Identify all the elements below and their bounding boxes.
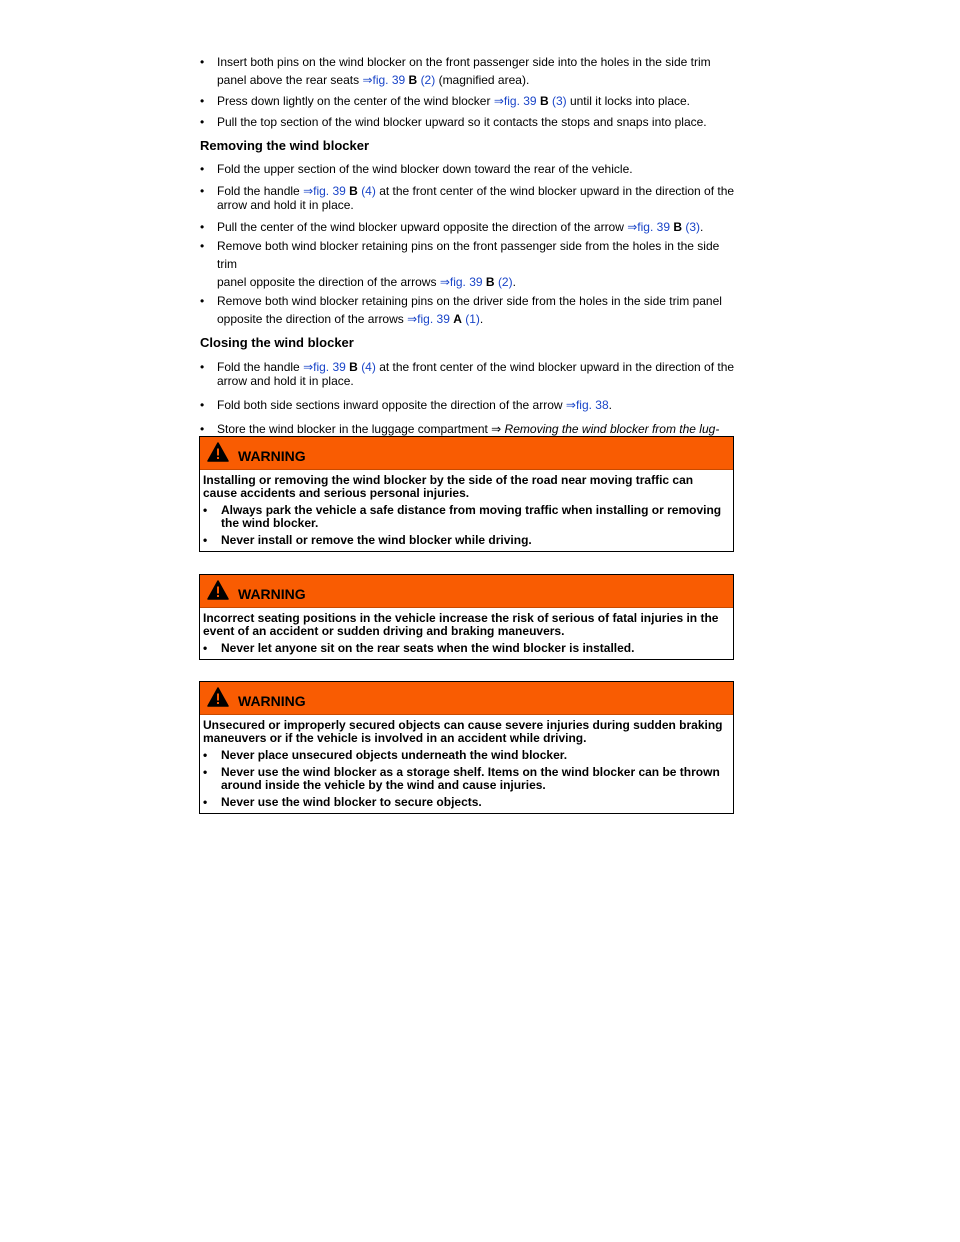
bullet-icon	[200, 160, 212, 178]
list-item: • Pull the center of the wind blocker upward opposite the direction of the arrow ⇒fig. 39 B (3).	[200, 218, 736, 236]
warning-body	[200, 470, 733, 551]
list-item: • Fold the handle ⇒fig. 39 B (4) at the front center of the wind blocker upward in the direction of the arrow and hold it in place.	[200, 184, 736, 212]
list-item: • Fold the handle ⇒fig. 39 B (4) at the front center of the wind blocker upward in the direction of the arrow and hold it in place.	[200, 360, 736, 388]
bullet-icon	[203, 534, 215, 547]
bullet-icon	[200, 218, 212, 236]
warning-body	[200, 608, 733, 659]
warning-header	[200, 575, 733, 608]
ref-link[interactable]: (4)	[361, 360, 376, 374]
warning-header	[200, 682, 733, 715]
fig-link[interactable]: ⇒fig. 39	[362, 73, 406, 87]
warning-box	[199, 436, 734, 552]
ref-link[interactable]: (3)	[551, 94, 567, 108]
bullet-icon	[200, 113, 212, 131]
warning-text: Unsecured or improperly secured objects can cause severe injuries during sudden braking maneuvers or if the vehicle is involved in an accident while driving.	[203, 718, 723, 745]
bullet-icon	[203, 796, 215, 809]
warning-box	[199, 681, 734, 814]
list-item: • Press down lightly on the center of the wind blocker ⇒fig. 39 B (3) until it locks into place.	[200, 92, 736, 110]
warning-header	[200, 437, 733, 470]
bullet-icon	[200, 292, 212, 310]
list-item: • Remove both wind blocker retaining pins on the front passenger side from the holes in the side trim panel opposite the direction of the arrows ⇒fig. 39 B (2).	[200, 237, 736, 291]
warning-text: Incorrect seating positions in the vehicle increase the risk of serious of fatal injuries in the event of an accident or sudden driving and braking maneuvers.	[203, 611, 719, 638]
ref-link[interactable]: (3)	[685, 220, 701, 234]
ref-link[interactable]: (4)	[361, 184, 376, 198]
bullet-icon	[203, 504, 215, 517]
list-item: • Never use the wind blocker to secure objects.	[203, 796, 728, 809]
warning-text: Installing or removing the wind blocker by the side of the road near moving traffic can cause accidents and serious personal injuries.	[203, 473, 694, 500]
bullet-icon	[200, 422, 212, 436]
bullet-icon	[200, 92, 212, 110]
bullet-icon	[203, 642, 215, 655]
list-item: • Never install or remove the wind blocker while driving.	[203, 534, 728, 547]
warning-title: WARNING	[238, 586, 306, 602]
fig-link[interactable]: ⇒fig. 39	[303, 360, 346, 374]
section-heading-removing: Removing the wind blocker	[200, 138, 370, 153]
ref-link[interactable]: (2)	[420, 73, 436, 87]
fig-link[interactable]: ⇒fig. 39	[407, 312, 450, 326]
list-item: • Always park the vehicle a safe distance from moving traffic when installing or removing the wind blocker.	[203, 504, 728, 530]
fig-link[interactable]: ⇒fig. 39	[627, 220, 670, 234]
ref-link[interactable]: (1)	[465, 312, 480, 326]
bullet-icon	[200, 184, 212, 198]
list-item: • Fold the upper section of the wind blocker down toward the rear of the vehicle.	[200, 160, 736, 178]
list-item: • Never let anyone sit on the rear seats when the wind blocker is installed.	[203, 642, 728, 655]
warning-triangle-icon	[207, 442, 229, 462]
warning-triangle-icon	[207, 580, 229, 600]
warning-body	[200, 715, 733, 813]
list-item: • Pull the top section of the wind blocker upward so it contacts the stops and snaps into place.	[200, 113, 736, 131]
list-item: • Remove both wind blocker retaining pins on the driver side from the holes in the side trim panel opposite the direction of the arrows ⇒fig. 39 A (1).	[200, 292, 736, 328]
section-heading-closing: Closing the wind blocker	[200, 335, 354, 350]
warning-triangle-icon	[207, 687, 229, 707]
fig-link[interactable]: ⇒fig. 39	[439, 275, 483, 289]
fig-link[interactable]: ⇒fig. 38	[565, 398, 609, 412]
list-item: • Store the wind blocker in the luggage compartment ⇒ Removing the wind blocker from the lug-	[200, 422, 736, 450]
document-body	[200, 53, 736, 450]
list-item: • Fold both side sections inward opposite the direction of the arrow ⇒fig. 38.	[200, 396, 736, 414]
bullet-icon	[200, 396, 212, 414]
warning-title: WARNING	[238, 693, 306, 709]
bullet-icon	[200, 237, 212, 255]
warning-title: WARNING	[238, 448, 306, 464]
ref-link[interactable]: (2)	[497, 275, 513, 289]
warning-box	[199, 574, 734, 660]
bullet-icon	[200, 53, 212, 71]
bullet-icon	[200, 360, 212, 374]
bullet-icon	[203, 766, 215, 779]
list-item: • Never use the wind blocker as a storage shelf. Items on the wind blocker can be thrown around inside the vehicle by the wind and cause injuries.	[203, 766, 728, 792]
bullet-icon	[203, 749, 215, 762]
cross-reference-link[interactable]: Removing the wind blocker from the lug-	[501, 422, 720, 436]
list-item: • Never place unsecured objects underneath the wind blocker.	[203, 749, 728, 762]
fig-link[interactable]: ⇒fig. 39	[493, 94, 537, 108]
list-item: • Insert both pins on the wind blocker on the front passenger side into the holes in the side trim panel above the rear seats ⇒fig. 39 B (2) (magnified area).	[200, 53, 736, 89]
fig-link[interactable]: ⇒fig. 39	[303, 184, 346, 198]
